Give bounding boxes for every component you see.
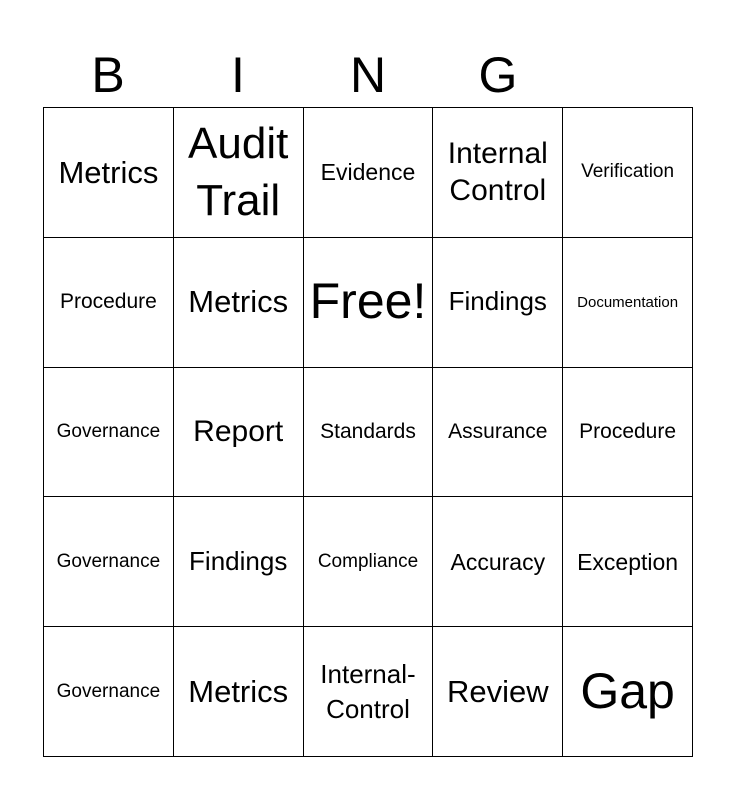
cell-label: Compliance [317, 550, 419, 572]
bingo-cell[interactable] [304, 497, 434, 627]
cell-label: Documentation [577, 293, 679, 311]
free-space-label: Free! [309, 273, 427, 330]
bingo-cell[interactable] [304, 627, 434, 757]
bingo-cell[interactable] [44, 368, 174, 498]
header-letter-b: B [91, 47, 125, 103]
cell-label: Metrics [188, 673, 289, 709]
cell-label: Governance [56, 550, 161, 572]
cell-label: Exception [577, 548, 679, 575]
bingo-cell[interactable] [44, 238, 174, 368]
bingo-cell[interactable] [174, 238, 304, 368]
cell-label: Internal Control [447, 136, 548, 208]
bingo-cell[interactable] [44, 497, 174, 627]
bingo-cell[interactable] [304, 108, 434, 238]
cell-label: Accuracy [450, 548, 546, 575]
bingo-cell[interactable] [44, 627, 174, 757]
bingo-cell[interactable] [174, 497, 304, 627]
cell-label: Report [193, 415, 284, 449]
cell-label: Findings [189, 545, 288, 576]
bingo-cell[interactable] [563, 627, 693, 757]
cell-label: Gap [580, 662, 675, 719]
bingo-board [43, 107, 693, 757]
cell-label: Review [446, 673, 549, 709]
bingo-cell[interactable] [433, 108, 563, 238]
header-letter-g: G [478, 47, 518, 103]
cell-label: Governance [56, 680, 161, 702]
bingo-cell[interactable] [433, 627, 563, 757]
cell-label: Procedure [579, 419, 677, 443]
bingo-cell[interactable] [433, 497, 563, 627]
cell-label: Metrics [188, 284, 289, 320]
cell-label: Governance [56, 421, 161, 443]
cell-label: Audit Trail [188, 119, 289, 226]
bingo-cell[interactable] [433, 368, 563, 498]
cell-label: Findings [448, 286, 547, 317]
bingo-cell[interactable] [44, 108, 174, 238]
cell-label: Evidence [320, 159, 416, 186]
bingo-cell[interactable] [563, 108, 693, 238]
header-letter-i: I [231, 47, 245, 103]
bingo-cell[interactable] [563, 368, 693, 498]
bingo-cell-free[interactable] [304, 238, 434, 368]
cell-label: Internal-Control [320, 658, 416, 724]
bingo-cell[interactable] [433, 238, 563, 368]
cell-label: Procedure [59, 290, 157, 314]
bingo-cell[interactable] [563, 497, 693, 627]
cell-label: Assurance [448, 419, 548, 443]
bingo-cell[interactable] [174, 368, 304, 498]
bingo-cell[interactable] [563, 238, 693, 368]
cell-label: Metrics [58, 154, 159, 190]
cell-label: Verification [581, 161, 675, 183]
cell-label: Standards [320, 419, 416, 443]
bingo-header [43, 44, 563, 106]
bingo-cell[interactable] [304, 368, 434, 498]
bingo-cell[interactable] [174, 627, 304, 757]
header-letter-n: N [349, 47, 387, 103]
bingo-cell[interactable] [174, 108, 304, 238]
